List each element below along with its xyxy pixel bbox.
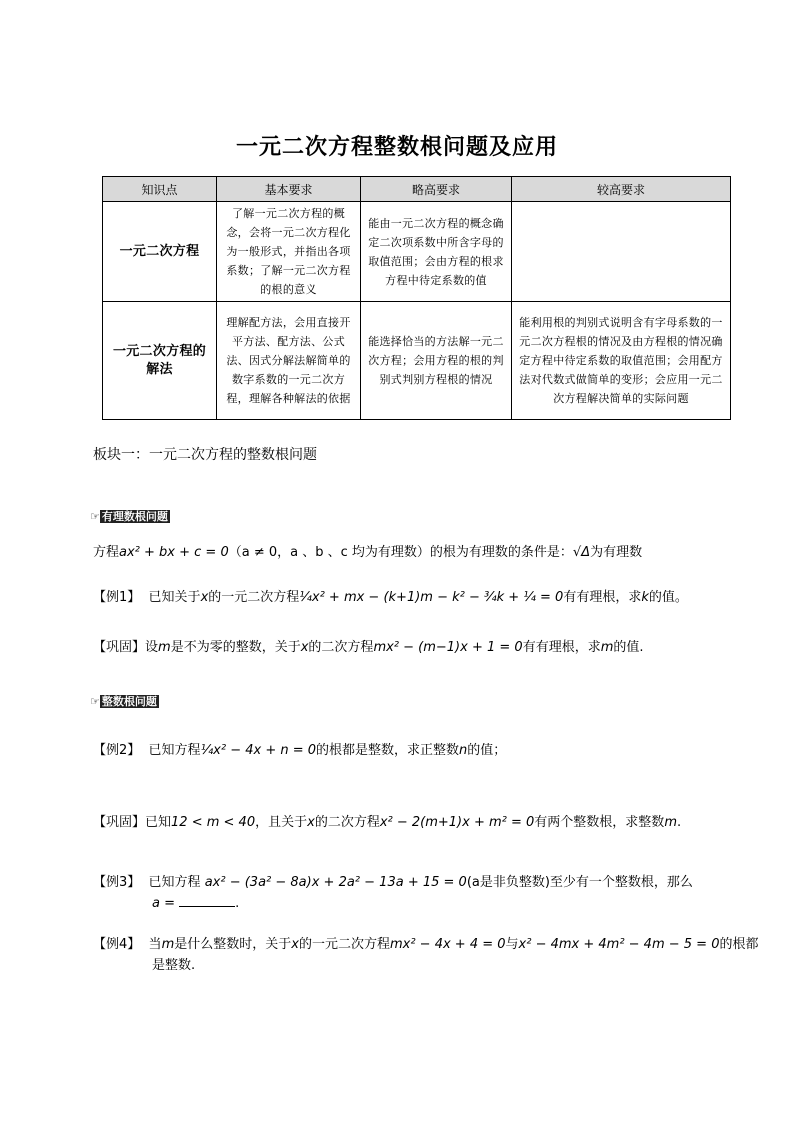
header-knowledge: 知识点 [103, 177, 217, 202]
row-topic: 一元二次方程 [103, 202, 217, 302]
table-row [103, 302, 731, 420]
example-4: 【例4】 当m是什么整数时，关于x的一元二次方程mx² − 4x + 4 = 0与x² − 4mx + 4m² − 4m − 5 = 0的根都 [93, 937, 759, 952]
example-label: 【巩固】 [93, 640, 146, 655]
row-higher: 能由一元二次方程的概念确定二次项系数中所含字母的取值范围；会由方程的根求方程中待定系数的值 [361, 202, 512, 302]
requirements-table [102, 176, 731, 420]
section-title: 板块一：一元二次方程的整数根问题 [93, 447, 317, 463]
table-row [103, 202, 731, 302]
header-basic: 基本要求 [217, 177, 361, 202]
example-label: 【巩固】 [93, 815, 146, 830]
pointing-hand-icon: ☞ [90, 695, 100, 708]
row-basic: 了解一元二次方程的概念，会将一元二次方程化为一般形式，并指出各项系数；了解一元二次方程的根的意义 [217, 202, 361, 302]
header-highest: 较高要求 [512, 177, 731, 202]
row-highest: 能利用根的判别式说明含有字母系数的一元二次方程根的情况及由方程根的情况确定方程中待定系数的取值范围；会用配方法对代数式做简单的变形；会应用一元二次方程解决简单的实际问题 [512, 302, 731, 420]
consolidation-2: 【巩固】已知12 < m < 40，且关于x的二次方程x² − 2(m+1)x + m² = 0有两个整数根，求整数m. [93, 815, 682, 830]
answer-blank[interactable] [179, 894, 235, 907]
example-label: 【例4】 [93, 937, 141, 952]
table-header-row [103, 177, 731, 202]
consolidation-1: 【巩固】设m是不为零的整数，关于x的二次方程mx² − (m−1)x + 1 = 0有有理根，求m的值. [93, 640, 644, 655]
example-4-cont: 是整数. [152, 958, 196, 973]
example-label: 【例2】 [93, 743, 141, 758]
subsection-rational-root: ☞ 有理数根问题 [90, 510, 168, 523]
row-basic: 理解配方法，会用直接开平方法、配方法、公式法、因式分解法解简单的数字系数的一元二次方程，理解各种解法的依据 [217, 302, 361, 420]
row-topic: 一元二次方程的解法 [103, 302, 217, 420]
row-highest [512, 202, 731, 302]
example-3: 【例3】 已知方程 ax² − (3a² − 8a)x + 2a² − 13a + 15 = 0(a是非负整数)至少有一个整数根，那么 [93, 875, 693, 890]
example-2: 【例2】 已知方程¼x² − 4x + n = 0的根都是整数，求正整数n的值； [93, 743, 507, 758]
pointing-hand-icon: ☞ [90, 510, 100, 523]
header-higher: 略高要求 [361, 177, 512, 202]
row-higher: 能选择恰当的方法解一元二次方程；会用方程的根的判别式判别方程根的情况 [361, 302, 512, 420]
subsection-integer-root: ☞ 整数根问题 [90, 695, 157, 708]
example-label: 【例1】 [93, 590, 141, 605]
example-1: 【例1】 已知关于x的一元二次方程¼x² + mx − (k+1)m − k² − ¾k + ¼ = 0有有理根，求k的值。 [93, 590, 688, 605]
rational-condition: 方程ax² + bx + c = 0（a ≠ 0，a 、b 、c 均为有理数）的根为有理数的条件是：√Δ为有理数 [93, 545, 643, 560]
example-label: 【例3】 [93, 875, 141, 890]
example-3-answer: a = . [152, 896, 240, 911]
page-title: 一元二次方程整数根问题及应用 [235, 135, 558, 160]
